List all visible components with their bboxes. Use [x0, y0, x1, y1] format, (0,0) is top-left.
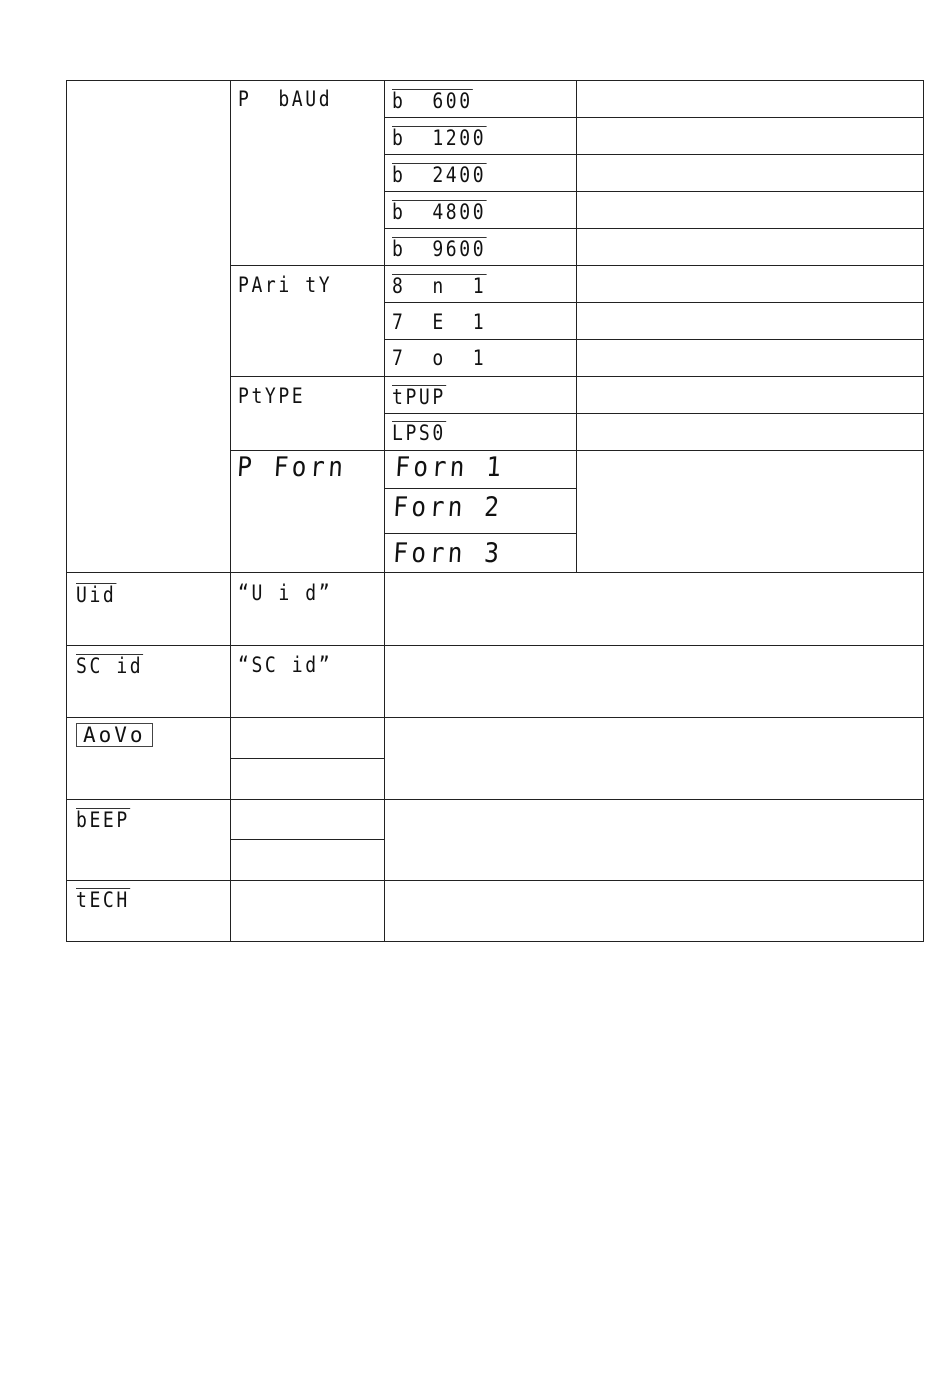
aovo-code: AoVo [83, 723, 146, 747]
row-divider [230, 376, 924, 377]
parity-option-7e1: 7 E 1 [392, 310, 487, 334]
baud-option-9600: b 9600 [392, 237, 487, 261]
settings-table [66, 80, 924, 942]
ptype-option-tpup: tPUP [392, 385, 446, 409]
column-divider-1 [230, 80, 231, 942]
row-divider [66, 880, 924, 881]
table-border-left [66, 80, 67, 942]
pform-option-3: Forn 3 [392, 538, 504, 569]
row-divider [66, 717, 924, 718]
menu-parity-code: PAri tY [238, 273, 333, 297]
row-divider [66, 799, 924, 800]
row-divider [384, 117, 924, 118]
table-border-top [66, 80, 924, 81]
row-divider [230, 265, 924, 266]
menu-ptype-code: PtYPE [238, 384, 306, 408]
tech-code: tECH [76, 888, 130, 912]
uid-value: “U i d” [238, 581, 333, 605]
row-divider [230, 450, 924, 451]
row-divider [384, 413, 924, 414]
parity-option-7o1: 7 o 1 [392, 346, 487, 370]
row-divider [384, 191, 924, 192]
row-divider [384, 533, 577, 534]
row-divider [230, 758, 384, 759]
menu-pform-code: P Forn [236, 452, 348, 483]
pform-option-2: Forn 2 [392, 492, 504, 523]
pform-option-1: Forn 1 [394, 452, 506, 483]
baud-option-2400: b 2400 [392, 163, 487, 187]
row-divider [384, 302, 924, 303]
menu-baud-code: P bAUd [238, 87, 333, 111]
row-divider [384, 488, 577, 489]
row-divider [384, 339, 924, 340]
parity-option-8n1: 8 n 1 [392, 274, 487, 298]
row-divider [384, 154, 924, 155]
row-divider [66, 645, 924, 646]
baud-option-600: b 600 [392, 89, 473, 113]
scid-value: “SC id” [238, 653, 333, 677]
scid-code: SC id [76, 654, 144, 678]
aovo-code-box [76, 723, 153, 747]
baud-option-4800: b 4800 [392, 200, 487, 224]
beep-code: bEEP [76, 808, 130, 832]
row-divider [384, 228, 924, 229]
ptype-option-lps0: LPS0 [392, 421, 446, 445]
baud-option-1200: b 1200 [392, 126, 487, 150]
row-divider [66, 572, 924, 573]
table-border-right [923, 80, 924, 942]
table-border-bottom [66, 941, 924, 942]
row-divider [230, 839, 384, 840]
uid-code: Uid [76, 583, 117, 607]
column-divider-2 [384, 80, 385, 942]
